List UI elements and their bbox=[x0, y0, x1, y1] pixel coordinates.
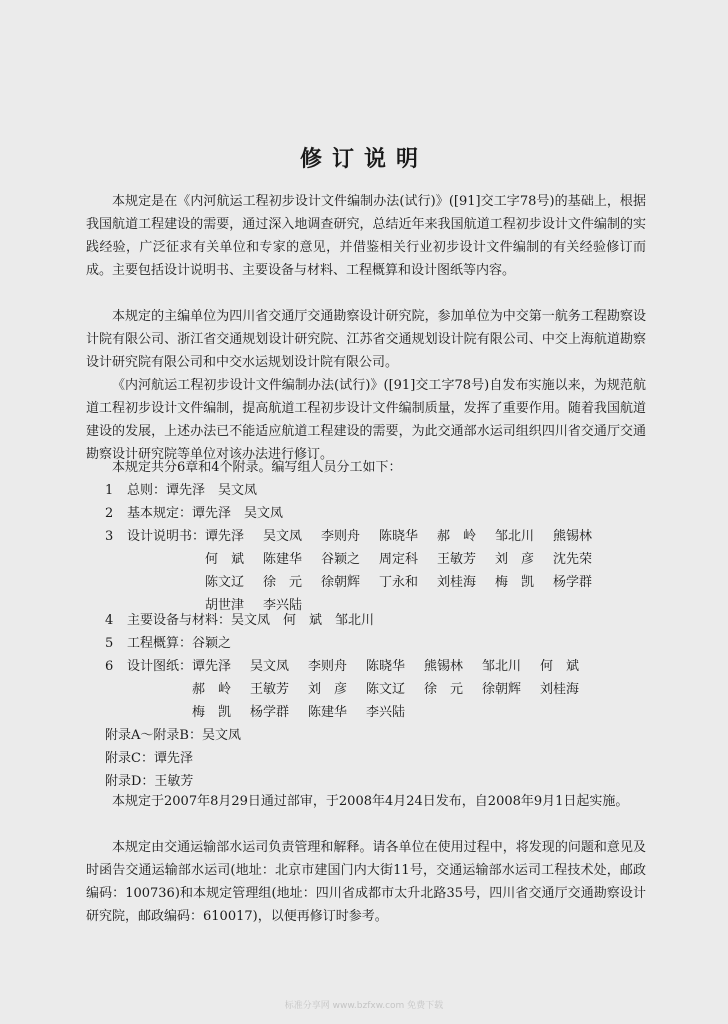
paragraph-intro: 本规定是在《内河航运工程初步设计文件编制办法(试行)》([91]交工字78号)的基础上，根据我国航道工程建设的需要，通过深入地调查研究，总结近年来我国航道工程初步设计文件编制的实践经验，广泛征求有关单位和专家的意见，并借鉴相关行业初步设计文件编制的有关经验修订而成。主要包括设计说明书、主要设备与材料、工程概算和设计图纸等内容。 bbox=[86, 194, 646, 278]
item-number-6: 6 bbox=[105, 659, 114, 674]
names-row bbox=[192, 701, 424, 724]
watermark-footer: 标准分享网 www.bzfxw.com 免费下载 bbox=[284, 1001, 444, 1011]
person-name: 刘 彦 bbox=[308, 682, 348, 697]
person-name: 王敏芳 bbox=[250, 682, 290, 697]
appendix-c: 附录C：谭先泽 bbox=[105, 751, 193, 766]
person-name: 吴文凤 bbox=[250, 659, 290, 674]
names-row bbox=[192, 655, 598, 678]
person-name: 谷颖之 bbox=[321, 552, 361, 567]
item-number-1: 1 bbox=[105, 483, 114, 498]
paragraph-history: 《内河航运工程初步设计文件编制办法(试行)》([91]交工字78号)自发布实施以来，为规范航道工程初步设计文件编制，提高航道工程初步设计文件编制质量，发挥了重要作用。随着我国航道建设的发展，上述办法已不能适应航道工程建设的需要，为此交通部水运司组织四川省交通厅交通勘察设计研究院等单位对该办法进行修订。 bbox=[86, 378, 646, 462]
item-number-3: 3 bbox=[105, 529, 114, 544]
person-name: 李则舟 bbox=[308, 659, 348, 674]
person-name: 王敏芳 bbox=[437, 552, 477, 567]
person-name: 邹北川 bbox=[482, 659, 522, 674]
person-name: 杨学群 bbox=[250, 705, 290, 720]
person-name: 熊锡林 bbox=[553, 529, 593, 544]
person-name: 何 斌 bbox=[540, 659, 580, 674]
person-name: 胡世津 bbox=[205, 598, 245, 613]
paragraph-management: 本规定由交通运输部水运司负责管理和解释。请各单位在使用过程中，将发现的问题和意见及时函告交通运输部水运司(地址：北京市建国门内大街11号，交通运输部水运司工程技术处，邮政编码：100736)和本规定管理组(地址：四川省成都市太升北路35号，四川省交通厅交通勘察设计研究院，邮政编码：610017)，以便再修订时参考。 bbox=[86, 840, 646, 924]
division-intro: 本规定共分6章和4个附录。编写组人员分工如下： bbox=[112, 460, 402, 475]
person-name: 刘桂海 bbox=[437, 575, 477, 590]
person-name: 陈晓华 bbox=[366, 659, 406, 674]
person-name: 沈先荣 bbox=[553, 552, 593, 567]
person-name: 刘桂海 bbox=[540, 682, 580, 697]
names-row bbox=[205, 571, 611, 594]
person-name: 熊锡林 bbox=[424, 659, 464, 674]
person-name: 陈建华 bbox=[308, 705, 348, 720]
names-row bbox=[192, 678, 598, 701]
person-name: 邹北川 bbox=[495, 529, 535, 544]
person-name: 郝 岭 bbox=[437, 529, 477, 544]
person-name: 梅 凯 bbox=[192, 705, 232, 720]
item-text-2: 基本规定：谭先泽 吴文凤 bbox=[127, 506, 284, 521]
person-name: 李则舟 bbox=[321, 529, 361, 544]
person-name: 谭先泽 bbox=[192, 659, 232, 674]
names-row bbox=[205, 525, 611, 548]
appendix-d: 附录D：王敏芳 bbox=[105, 774, 194, 789]
paragraph-dates: 本规定于2007年8月29日通过部审，于2008年4月24日发布，自2008年9月1日起实施。 bbox=[112, 794, 629, 809]
person-name: 徐 元 bbox=[263, 575, 303, 590]
person-name: 陈文辽 bbox=[366, 682, 406, 697]
item-label-3: 设计说明书： bbox=[127, 529, 206, 544]
person-name: 丁永和 bbox=[379, 575, 419, 590]
item-number-5: 5 bbox=[105, 636, 114, 651]
item-text-4: 主要设备与材料：吴文凤 何 斌 邹北川 bbox=[127, 613, 375, 628]
person-name: 徐朝辉 bbox=[482, 682, 522, 697]
person-name: 徐 元 bbox=[424, 682, 464, 697]
item-number-4: 4 bbox=[105, 613, 114, 628]
person-name: 郝 岭 bbox=[192, 682, 232, 697]
person-name: 陈文辽 bbox=[205, 575, 245, 590]
person-name: 李兴陆 bbox=[263, 598, 303, 613]
item-text-5: 工程概算：谷颖之 bbox=[127, 636, 232, 651]
page-title: 修订说明 bbox=[299, 146, 428, 172]
person-name: 徐朝辉 bbox=[321, 575, 361, 590]
item-text-1: 总则：谭先泽 吴文凤 bbox=[127, 483, 258, 498]
person-name: 谭先泽 bbox=[205, 529, 245, 544]
paragraph-units: 本规定的主编单位为四川省交通厅交通勘察设计研究院，参加单位为中交第一航务工程勘察设计院有限公司、浙江省交通规划设计研究院、江苏省交通规划设计院有限公司、中交上海航道勘察设计研究院有限公司和中交水运规划设计院有限公司。 bbox=[86, 309, 646, 370]
appendix-a-b: 附录A～附录B：吴文凤 bbox=[105, 728, 241, 743]
person-name: 何 斌 bbox=[205, 552, 245, 567]
person-name: 李兴陆 bbox=[366, 705, 406, 720]
person-name: 梅 凯 bbox=[495, 575, 535, 590]
item-label-6: 设计图纸： bbox=[127, 659, 193, 674]
person-name: 周定科 bbox=[379, 552, 419, 567]
person-name: 陈建华 bbox=[263, 552, 303, 567]
item-number-2: 2 bbox=[105, 506, 114, 521]
person-name: 吴文凤 bbox=[263, 529, 303, 544]
person-name: 刘 彦 bbox=[495, 552, 535, 567]
person-name: 陈晓华 bbox=[379, 529, 419, 544]
names-row bbox=[205, 548, 611, 571]
person-name: 杨学群 bbox=[553, 575, 593, 590]
